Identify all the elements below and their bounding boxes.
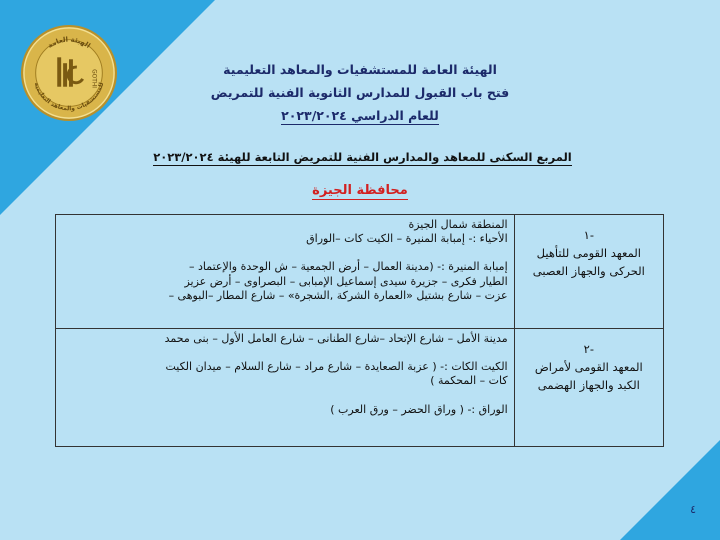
areas-cell	[56, 215, 515, 329]
institute-name-line: المعهد القومى للتأهيل	[536, 246, 641, 260]
area-line-spacer	[62, 389, 508, 403]
governorate-heading: محافظة الجيزة	[312, 183, 408, 198]
svg-text:للمستشفيات والمعاهد التعليمية: للمستشفيات والمعاهد التعليمية	[32, 81, 106, 113]
area-line: مدينة الأمل – شارع الإتحاد –شارع الطنانى – شارع العامل الأول – بنى محمد	[164, 332, 508, 345]
area-line: المنطقة شمال الجيزة	[408, 218, 508, 231]
institute-number: -٢	[583, 342, 594, 356]
area-line: الطيار فكرى – جزيرة سيدى إسماعيل الإمبابى – البصراوى – أرض عزيز	[184, 274, 508, 288]
area-line-spacer	[62, 346, 508, 360]
areas-cell	[56, 329, 515, 447]
page-number: ٤	[690, 503, 696, 516]
area-line: الكيت الكات :- ( عزبة الصعايدة – شارع مراد – شارع السلام – ميدان الكيت	[165, 360, 508, 374]
institute-cell	[514, 215, 663, 329]
table-row	[56, 215, 664, 329]
svg-text:GOTHI: GOTHI	[90, 69, 97, 89]
institute-number: -١	[583, 228, 594, 242]
area-line: الوراق :- ( وراق الحضر – ورق العرب )	[330, 402, 508, 416]
institute-cell	[514, 329, 663, 447]
institute-name-line: المعهد القومى لأمراض	[534, 360, 643, 374]
area-line: عزت – شارع بشتيل «العمارة الشركة ,الشجرة» – شارع المطار –البوهى –	[168, 288, 508, 302]
corner-decoration-bottom-right	[620, 440, 720, 540]
institute-name-line: الحركى والجهاز العصبى	[532, 264, 645, 278]
admission-title: فتح باب القبول للمدارس الثانوية الفنية للتمريض	[210, 85, 510, 100]
residential-area-subtitle: المربع السكنى للمعاهد والمدارس الفنية للتمريض التابعة للهيئة ٢٠٢٣/٢٠٢٤	[153, 150, 572, 164]
institutes-table	[55, 214, 664, 447]
institute-name-line: الكبد والجهاز الهضمى	[537, 378, 640, 392]
authority-title: الهيئة العامة للمستشفيات والمعاهد التعليمية	[223, 62, 497, 77]
area-line: إمبابة المنيرة :- (مدينة العمال – أرض الجمعية – ش الوحدة والإعتماد –	[188, 260, 508, 274]
svg-text:الهيئة العامة: الهيئة العامة	[46, 35, 92, 50]
area-line: كات – المحكمة )	[430, 374, 508, 388]
institution-seal-logo	[20, 24, 118, 122]
academic-year-title: للعام الدراسي ٢٠٢٣/٢٠٢٤	[281, 108, 439, 123]
document-header	[140, 58, 580, 127]
area-line: الأحياء :- إمبابة المنيرة – الكيت كات –الوراق	[306, 232, 508, 246]
table-row	[56, 329, 664, 447]
area-line-spacer	[62, 246, 508, 260]
